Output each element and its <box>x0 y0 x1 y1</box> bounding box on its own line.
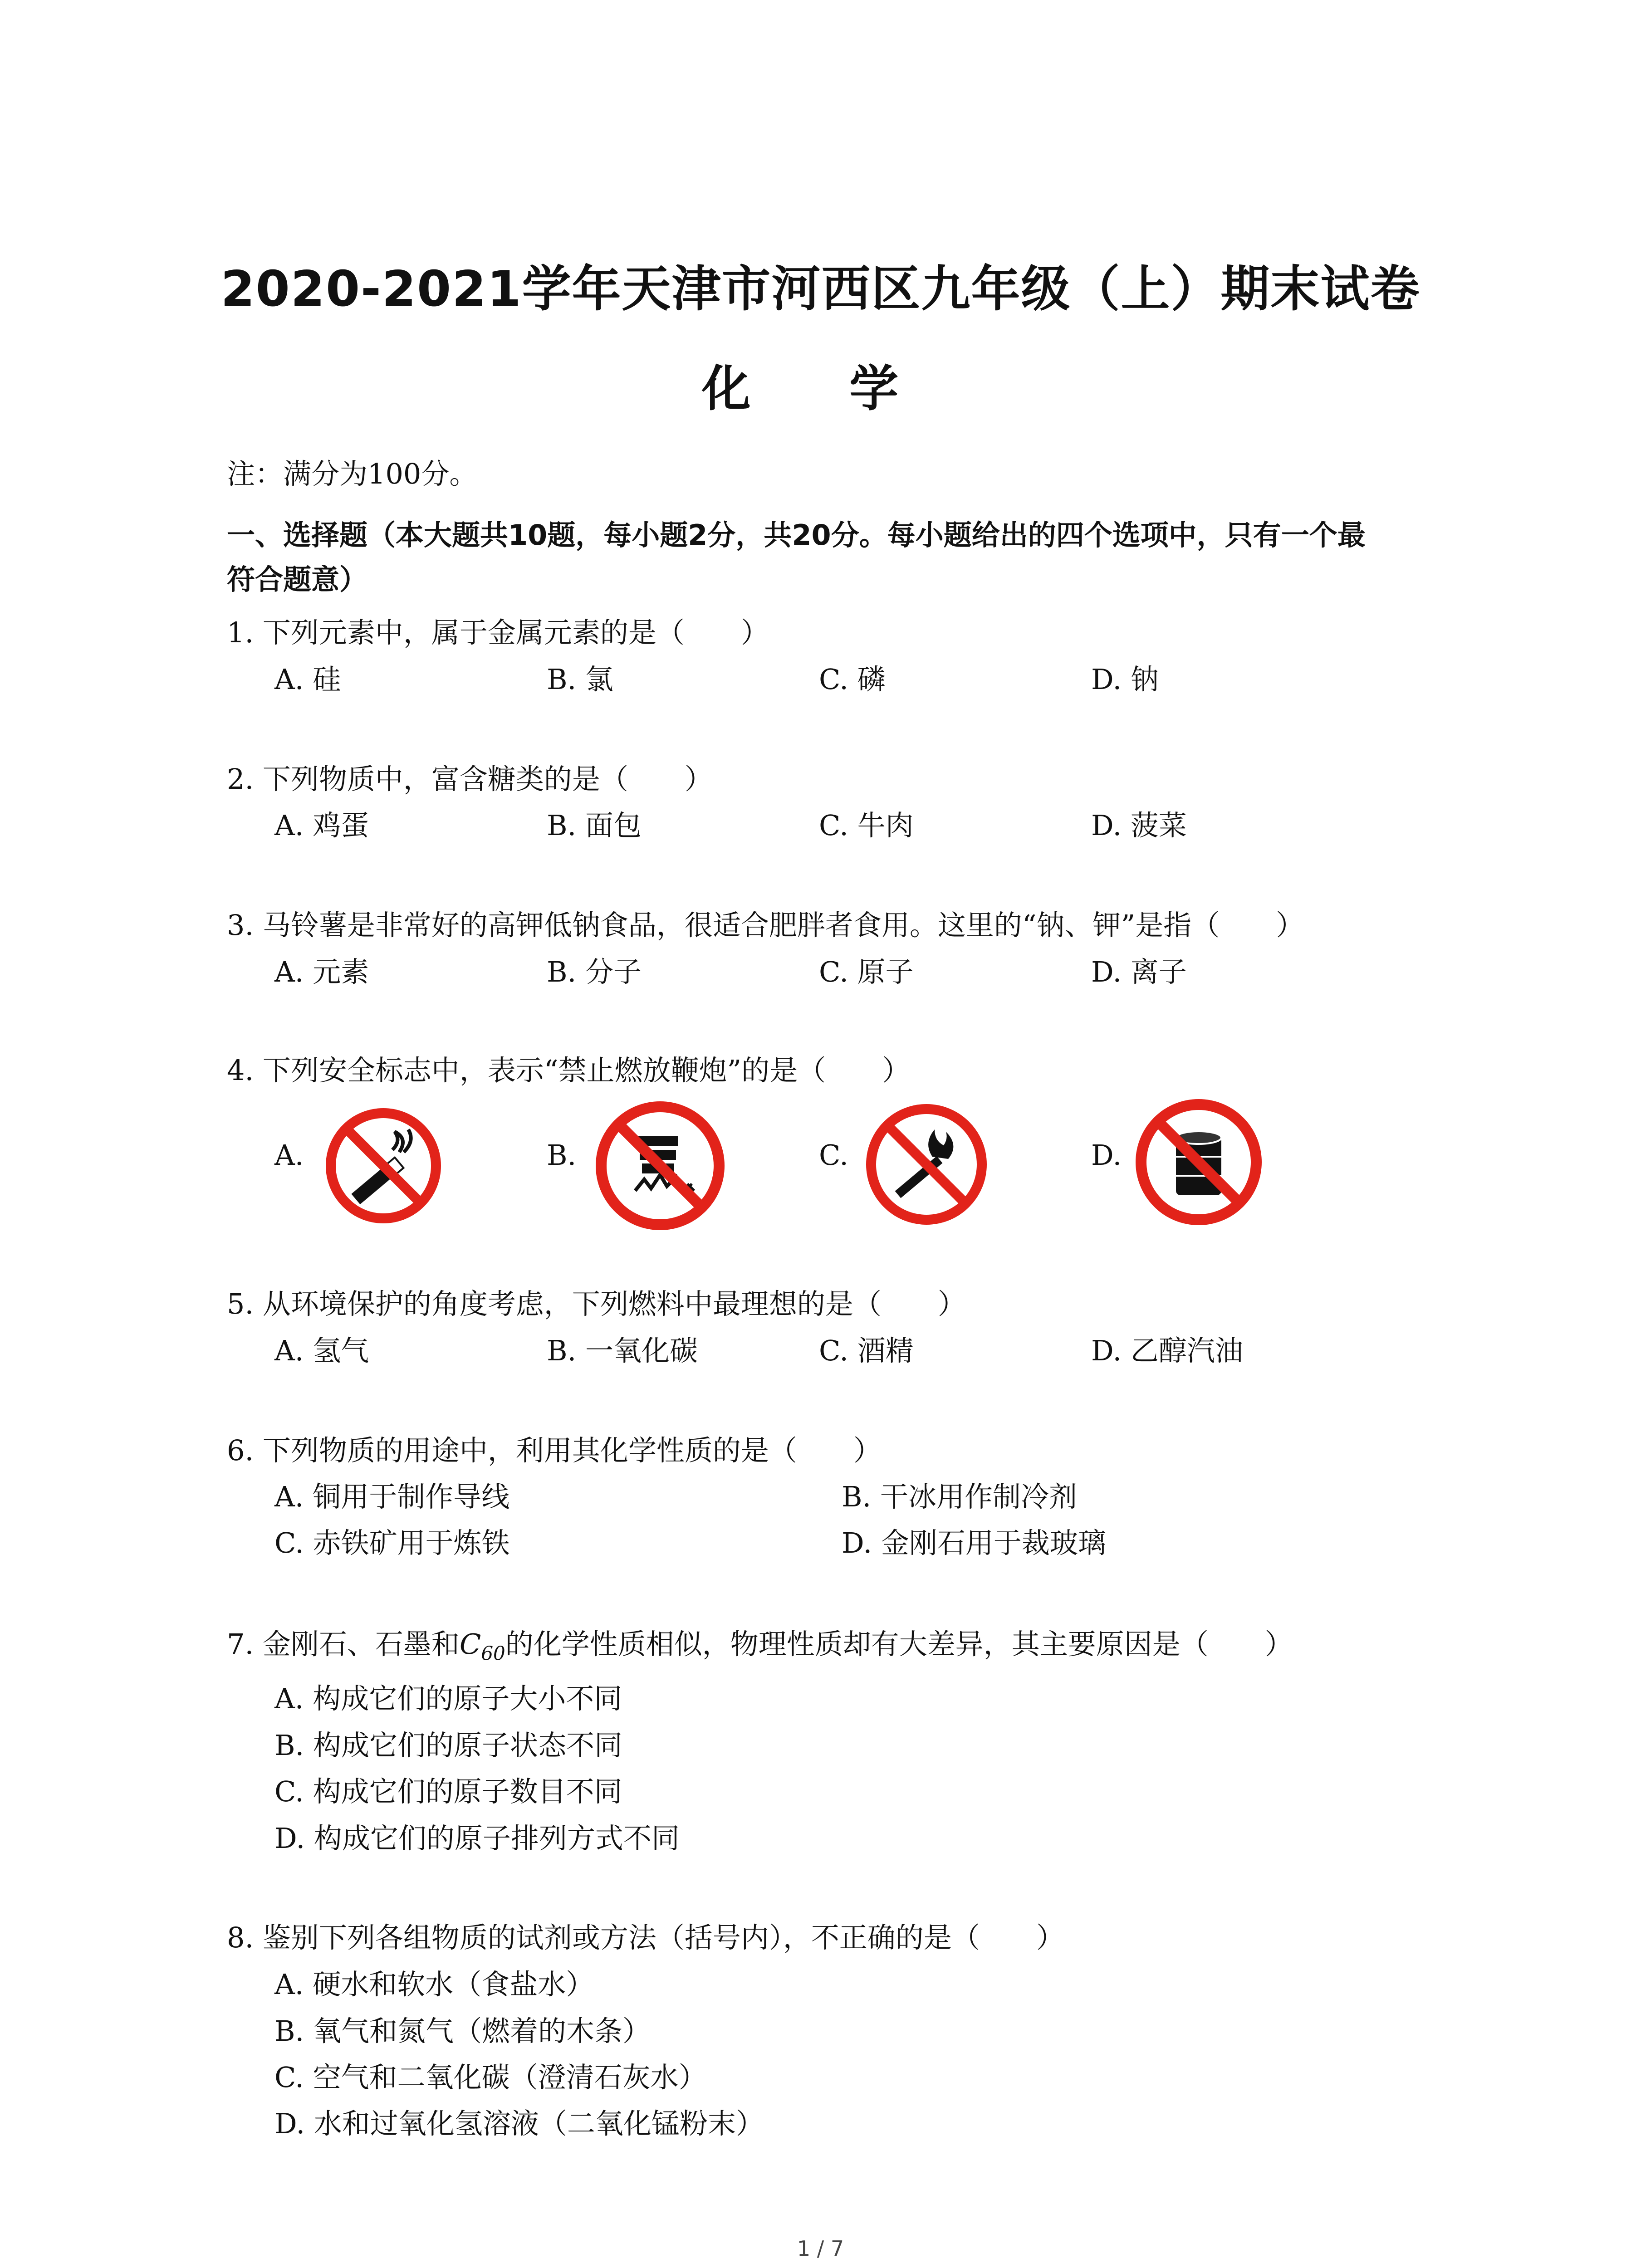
question-5-option-a: A. 氢气 <box>274 1334 369 1367</box>
question-6-option-c: C. 赤铁矿用于炼铁 <box>274 1526 510 1559</box>
question-3-stem: 3. 马铃薯是非常好的高钾低钠食品，很适合肥胖者食用。这里的“钠、钾”是指（ ） <box>227 909 1304 942</box>
question-7-stem <box>227 1622 1293 1664</box>
question-4-option-b: B. <box>547 1139 577 1172</box>
section-heading-line2: 符合题意） <box>227 563 368 596</box>
question-5-option-b: B. 一氧化碳 <box>547 1334 698 1367</box>
question-7-option-b: B. 构成它们的原子状态不同 <box>274 1729 622 1762</box>
question-4-stem: 4. 下列安全标志中，表示“禁止燃放鞭炮”的是（ ） <box>227 1054 911 1087</box>
question-7-option-d: D. 构成它们的原子排列方式不同 <box>274 1822 680 1855</box>
question-6-stem: 6. 下列物质的用途中，利用其化学性质的是（ ） <box>227 1434 882 1467</box>
page-subtitle: 化 学 <box>701 361 940 417</box>
c60-formula: $C_{60}$ <box>459 1628 505 1665</box>
question-5-option-d: D. 乙醇汽油 <box>1091 1334 1243 1367</box>
question-4-option-a: A. <box>274 1139 304 1172</box>
question-2-stem: 2. 下列物质中，富含糖类的是（ ） <box>227 763 713 796</box>
page-number: 1 / 7 <box>797 2236 844 2261</box>
page-title: 2020-2021学年天津市河西区九年级（上）期末试卷 <box>220 261 1421 318</box>
question-3-option-b: B. 分子 <box>547 955 642 988</box>
question-6-option-a: A. 铜用于制作导线 <box>274 1480 510 1513</box>
question-7-stem-part1: 7. 金刚石、石墨和 <box>227 1628 460 1661</box>
question-1-option-a: A. 硅 <box>274 663 341 696</box>
question-7-option-c: C. 构成它们的原子数目不同 <box>274 1775 622 1808</box>
section-heading-line1: 一、选择题（本大题共10题，每小题2分，共20分。每小题给出的四个选项中，只有一个最 <box>227 518 1366 552</box>
exam-note: 注：满分为100分。 <box>227 457 478 490</box>
question-4-option-c: C. <box>819 1139 848 1172</box>
no-open-flame-sign-icon <box>864 1102 989 1227</box>
question-2-option-d: D. 菠菜 <box>1091 809 1187 842</box>
no-fireworks-sign-icon <box>594 1100 726 1232</box>
question-8-option-c: C. 空气和二氧化碳（澄清石灰水） <box>274 2061 707 2094</box>
question-3-option-d: D. 离子 <box>1091 955 1187 988</box>
question-1-option-c: C. 磷 <box>819 663 886 696</box>
question-8-option-b: B. 氧气和氮气（燃着的木条） <box>274 2014 651 2048</box>
question-4-option-d: D. <box>1091 1139 1122 1172</box>
question-2-option-c: C. 牛肉 <box>819 809 914 842</box>
question-8-stem: 8. 鉴别下列各组物质的试剂或方法（括号内），不正确的是（ ） <box>227 1921 1064 1954</box>
question-2-option-a: A. 鸡蛋 <box>274 809 369 842</box>
question-5-stem: 5. 从环境保护的角度考虑，下列燃料中最理想的是（ ） <box>227 1287 966 1320</box>
question-1-stem: 1. 下列元素中，属于金属元素的是（ ） <box>227 616 769 649</box>
question-7-option-a: A. 构成它们的原子大小不同 <box>274 1682 622 1715</box>
question-7-stem-part2: 的化学性质相似，物理性质却有大差异，其主要原因是（ ） <box>505 1628 1293 1661</box>
question-1-option-d: D. 钠 <box>1091 663 1159 696</box>
question-5-option-c: C. 酒精 <box>819 1334 914 1367</box>
question-8-option-a: A. 硬水和软水（食盐水） <box>274 1968 594 2001</box>
question-8-option-d: D. 水和过氧化氢溶液（二氧化锰粉末） <box>274 2107 764 2140</box>
no-flammable-drum-sign-icon <box>1134 1098 1264 1227</box>
question-6-option-b: B. 干冰用作制冷剂 <box>842 1480 1077 1513</box>
question-2-option-b: B. 面包 <box>547 809 642 842</box>
question-6-option-d: D. 金刚石用于裁玻璃 <box>842 1526 1106 1559</box>
question-3-option-c: C. 原子 <box>819 955 914 988</box>
question-1-option-b: B. 氯 <box>547 663 613 696</box>
question-3-option-a: A. 元素 <box>274 955 369 988</box>
no-smoking-sign-icon <box>324 1107 442 1225</box>
